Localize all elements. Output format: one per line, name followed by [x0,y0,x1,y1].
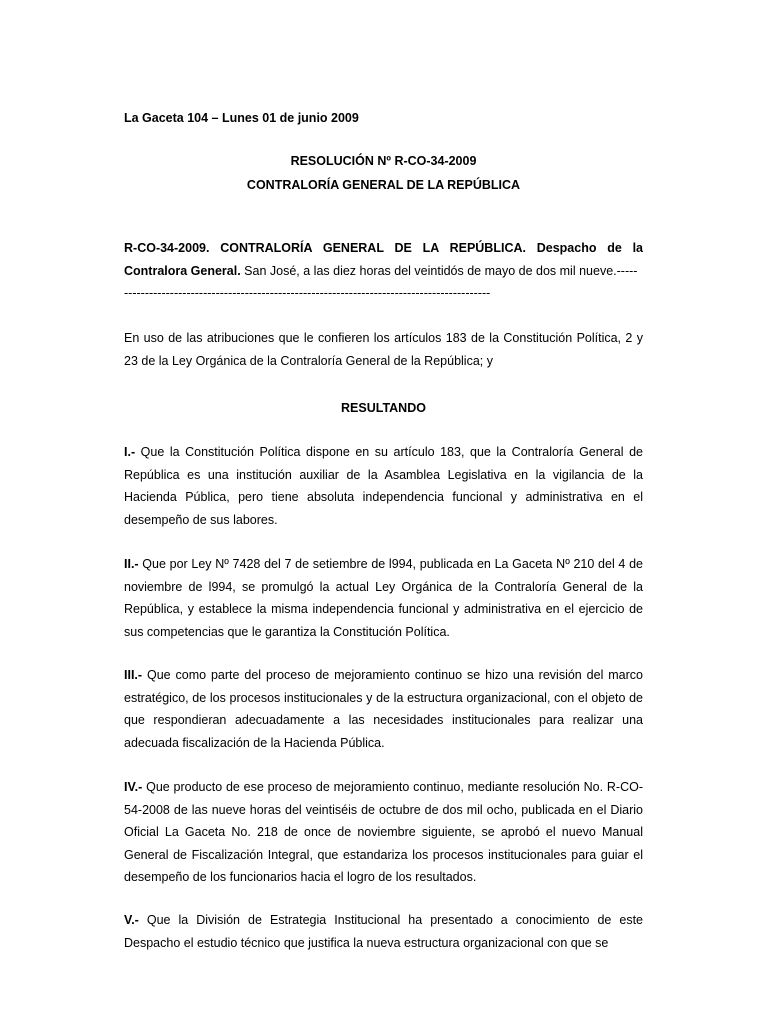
paragraph-label: IV.- [124,780,143,794]
paragraph-text: Que producto de ese proceso de mejoramiento continuo, mediante resolución No. R-CO-54-2008 de las nueve horas del veintiséis de octubre de dos mil ocho, publicada en el Diario Oficial La Gaceta No. 218 de once de noviembre siguiente, se aprobó el nuevo Manual General de Fiscalización Integral, que estandariza los procesos institucionales para guiar el desempeño de los funcionarios hacia el logro de los resultados. [124,780,643,885]
intro-bold-text: R-CO-34-2009. CONTRALORÍA GENERAL DE LA REPÚBLICA. Despacho de la Contralora General. [124,241,643,278]
paragraph-text: Que la Constitución Política dispone en su artículo 183, que la Contraloría General de República es una institución auxiliar de la Asamblea Legislativa en la vigilancia de la Hacienda Pública, pero tiene absoluta independencia funcional y administrativa en el desempeño de sus labores. [124,445,643,527]
institution-title: CONTRALORÍA GENERAL DE LA REPÚBLICA [246,178,521,192]
intro-text: San José, a las diez horas del veintidós de mayo de dos mil nueve.----- [240,263,638,278]
gazette-header: La Gaceta 104 – Lunes 01 de junio 2009 [124,111,359,125]
dash-line: ---------------------------------------------------------------------------------------- [124,286,491,301]
paragraph-label: III.- [124,668,143,682]
resolution-title: RESOLUCIÓN Nº R-CO-34-2009 [290,154,477,168]
paragraph-label: V.- [124,913,139,927]
paragraph-text: Que la División de Estrategia Institucional ha presentado a conocimiento de este Despacho el estudio técnico que justifica la nueva estructura organizacional con que se [124,913,643,950]
paragraph-label: II.- [124,557,139,571]
paragraph-text: Que por Ley Nº 7428 del 7 de setiembre de l994, publicada en La Gaceta Nº 210 del 4 de noviembre de l994, se promulgó la actual Ley Orgánica de la Contraloría General de la República, y establece la misma independencia funcional y administrativa en el ejercicio de sus competencias que le garantiza la Constitución Política. [124,557,643,639]
paragraph-ii [124,553,643,643]
resultando-heading: RESULTANDO [341,401,426,415]
paragraph-text: Que como parte del proceso de mejoramiento continuo se hizo una revisión del marco estratégico, de los procesos institucionales y de la estructura organizacional, con el objeto de que respondieran adecuadamente a las necesidades institucionales para realizar una adecuada fiscalización de la Hacienda Pública. [124,668,643,750]
paragraph-iv [124,776,643,889]
intro-paragraph [124,237,643,305]
paragraph-label: I.- [124,445,136,459]
paragraph-v [124,909,643,954]
paragraph-iii [124,664,643,754]
paragraph-i [124,441,643,531]
attributions-paragraph: En uso de las atribuciones que le confieren los artículos 183 de la Constitución Política, 2 y 23 de la Ley Orgánica de la Contraloría General de la República; y [124,331,643,368]
